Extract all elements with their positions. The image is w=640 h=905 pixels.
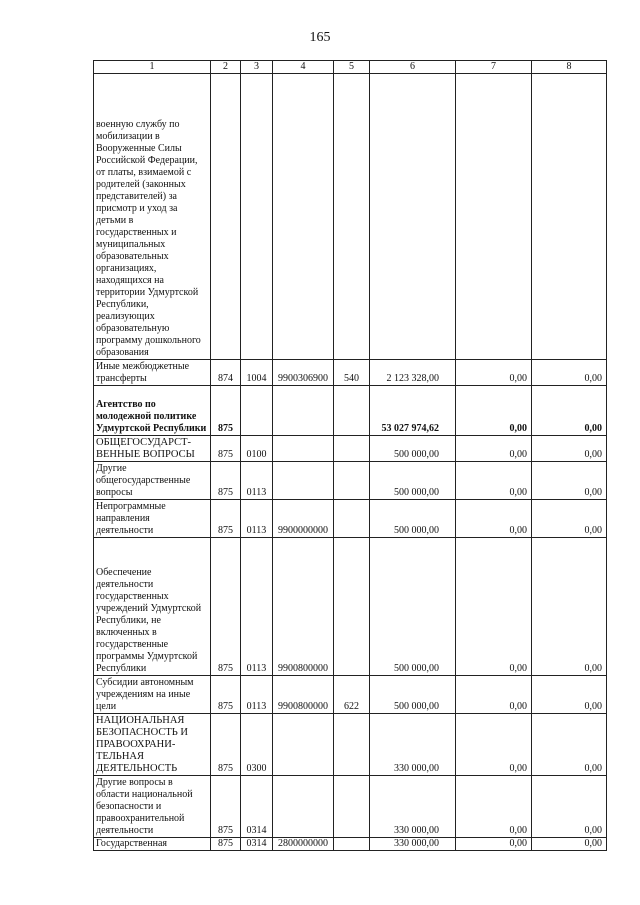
cell-amount-2: 0,00 — [456, 838, 532, 851]
cell-amount-3: 0,00 — [532, 776, 607, 838]
cell-expense-type — [334, 538, 370, 676]
cell-amount-1: 330 000,00 — [370, 838, 456, 851]
cell-amount-1 — [370, 74, 456, 360]
table-row — [94, 386, 607, 436]
cell-amount-2: 0,00 — [456, 462, 532, 500]
cell-amount-3: 0,00 — [532, 538, 607, 676]
header-cell: 5 — [334, 61, 370, 74]
row-name: Субсидии автономным учреждениям на иные цели — [94, 676, 211, 714]
table-row — [94, 776, 607, 838]
cell-amount-1: 500 000,00 — [370, 500, 456, 538]
cell-section: 0113 — [241, 462, 273, 500]
table-row — [94, 714, 607, 776]
header-cell: 4 — [273, 61, 334, 74]
cell-ministry: 875 — [211, 714, 241, 776]
cell-amount-1: 500 000,00 — [370, 538, 456, 676]
cell-section: 1004 — [241, 360, 273, 386]
cell-expense-type — [334, 838, 370, 851]
row-name: НАЦИОНАЛЬНАЯ БЕЗОПАСНОСТЬ И ПРАВООХРАНИ-ТЕЛЬНАЯ ДЕЯТЕЛЬНОСТЬ — [94, 714, 211, 776]
header-cell: 6 — [370, 61, 456, 74]
cell-amount-3 — [532, 74, 607, 360]
cell-amount-1: 53 027 974,62 — [370, 386, 456, 436]
cell-target: 9900306900 — [273, 360, 334, 386]
table-row — [94, 74, 607, 360]
table-row — [94, 462, 607, 500]
cell-amount-2: 0,00 — [456, 386, 532, 436]
cell-amount-3: 0,00 — [532, 676, 607, 714]
cell-ministry: 875 — [211, 538, 241, 676]
cell-amount-2: 0,00 — [456, 500, 532, 538]
cell-section: 0100 — [241, 436, 273, 462]
cell-target: 9900800000 — [273, 538, 334, 676]
cell-target — [273, 74, 334, 360]
cell-amount-1: 500 000,00 — [370, 436, 456, 462]
row-name: Обеспечение деятельности государственных учреждений Удмуртской Республики, не включенных в государственные программы Удмуртской Республики — [94, 538, 211, 676]
table-row — [94, 538, 607, 676]
cell-target — [273, 436, 334, 462]
row-name: ОБЩЕГОСУДАРСТ-ВЕННЫЕ ВОПРОСЫ — [94, 436, 211, 462]
cell-target — [273, 776, 334, 838]
cell-expense-type — [334, 74, 370, 360]
cell-target: 9900800000 — [273, 676, 334, 714]
cell-amount-1: 2 123 328,00 — [370, 360, 456, 386]
row-name: Государственная — [94, 838, 211, 851]
cell-expense-type — [334, 776, 370, 838]
table-row — [94, 360, 607, 386]
cell-expense-type — [334, 386, 370, 436]
row-name: Другие вопросы в области национальной безопасности и правоохранительной деятельности — [94, 776, 211, 838]
cell-amount-2 — [456, 74, 532, 360]
table-row — [94, 676, 607, 714]
cell-section: 0113 — [241, 538, 273, 676]
cell-section: 0300 — [241, 714, 273, 776]
cell-ministry — [211, 74, 241, 360]
cell-target: 9900000000 — [273, 500, 334, 538]
cell-target — [273, 714, 334, 776]
page-number: 165 — [309, 30, 331, 45]
cell-ministry: 875 — [211, 776, 241, 838]
header-row — [94, 61, 607, 74]
cell-amount-2: 0,00 — [456, 676, 532, 714]
cell-amount-2: 0,00 — [456, 776, 532, 838]
cell-amount-2: 0,00 — [456, 436, 532, 462]
cell-expense-type — [334, 500, 370, 538]
cell-section: 0113 — [241, 676, 273, 714]
cell-expense-type: 622 — [334, 676, 370, 714]
cell-ministry: 875 — [211, 838, 241, 851]
row-name: Агентство по молодежной политике Удмуртской Республики — [94, 386, 211, 436]
cell-target — [273, 462, 334, 500]
cell-ministry: 875 — [211, 436, 241, 462]
budget-table — [93, 60, 607, 851]
cell-amount-3: 0,00 — [532, 500, 607, 538]
cell-section — [241, 386, 273, 436]
cell-expense-type — [334, 714, 370, 776]
header-cell: 3 — [241, 61, 273, 74]
cell-section — [241, 74, 273, 360]
cell-ministry: 874 — [211, 360, 241, 386]
table-row — [94, 500, 607, 538]
cell-section: 0314 — [241, 776, 273, 838]
cell-amount-3: 0,00 — [532, 386, 607, 436]
cell-amount-3: 0,00 — [532, 714, 607, 776]
cell-amount-3: 0,00 — [532, 360, 607, 386]
cell-ministry: 875 — [211, 500, 241, 538]
cell-section: 0314 — [241, 838, 273, 851]
table-row — [94, 436, 607, 462]
cell-target — [273, 386, 334, 436]
header-cell: 2 — [211, 61, 241, 74]
header-cell: 1 — [94, 61, 211, 74]
row-name: военную службу по мобилизации в Вооруженные Силы Российской Федерации, от платы, взимаемой с родителей (законных представителей) за присмотр и уход за детьми в государственных и муниципальных образовательных организациях, находящихся на территории Удмуртской Республики, реализующих образовательную программу дошкольного образования — [94, 74, 211, 360]
cell-amount-3: 0,00 — [532, 436, 607, 462]
cell-section: 0113 — [241, 500, 273, 538]
header-cell: 8 — [532, 61, 607, 74]
cell-amount-3: 0,00 — [532, 462, 607, 500]
cell-amount-3: 0,00 — [532, 838, 607, 851]
cell-target: 2800000000 — [273, 838, 334, 851]
row-name: Иные межбюджетные трансферты — [94, 360, 211, 386]
row-name: Другие общегосударственные вопросы — [94, 462, 211, 500]
cell-expense-type: 540 — [334, 360, 370, 386]
cell-amount-2: 0,00 — [456, 538, 532, 676]
cell-expense-type — [334, 436, 370, 462]
cell-ministry: 875 — [211, 676, 241, 714]
cell-ministry: 875 — [211, 386, 241, 436]
cell-amount-1: 500 000,00 — [370, 676, 456, 714]
header-cell: 7 — [456, 61, 532, 74]
table-row — [94, 838, 607, 851]
row-name: Непрограммные направления деятельности — [94, 500, 211, 538]
cell-amount-1: 330 000,00 — [370, 714, 456, 776]
cell-ministry: 875 — [211, 462, 241, 500]
cell-expense-type — [334, 462, 370, 500]
cell-amount-1: 330 000,00 — [370, 776, 456, 838]
cell-amount-2: 0,00 — [456, 360, 532, 386]
cell-amount-1: 500 000,00 — [370, 462, 456, 500]
cell-amount-2: 0,00 — [456, 714, 532, 776]
